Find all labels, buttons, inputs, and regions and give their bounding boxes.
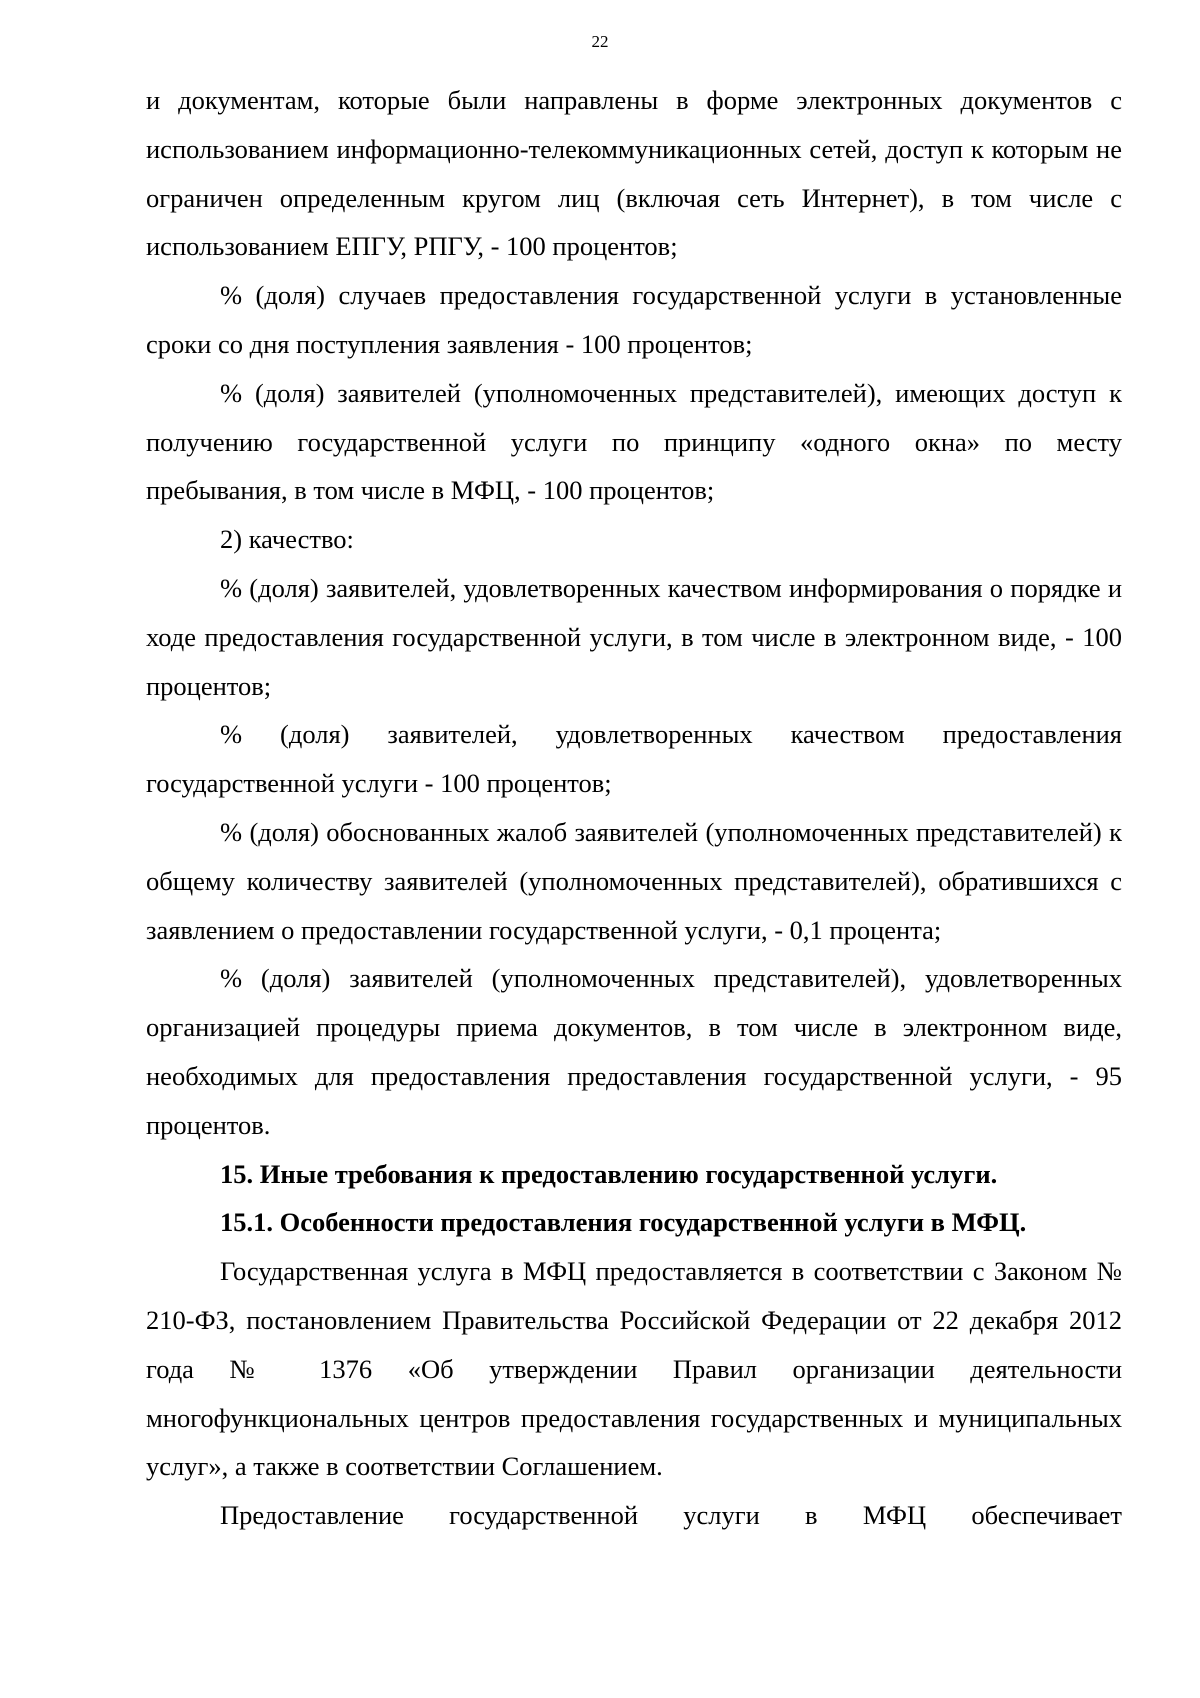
- paragraph-mfc-legal-basis: Государственная услуга в МФЦ предоставляется в соответствии с Законом № 210-ФЗ, постановлением Правительства Российской Федерации от 22 декабря 2012 года № 1376 «Об утверждении Правил организации деятельности многофункциональных центров предоставления государственных и муниципальных услуг», а также в соответствии Соглашением.: [146, 1256, 1122, 1482]
- paragraph-mfc-provision-start: Предоставление государственной услуги в МФЦ обеспечивает: [220, 1500, 1122, 1531]
- paragraph-informing-satisfaction-share: % (доля) заявителей, удовлетворенных качеством информирования о порядке и ходе предоставления государственной услуги, в том числе в электронном виде, - 100 процентов;: [146, 572, 1122, 701]
- paragraph-one-window-access-share: % (доля) заявителей (уполномоченных представителей), имеющих доступ к получению государственной услуги по принципу «одного окна» по месту пребывания, в том числе в МФЦ, - 100 процентов;: [146, 377, 1122, 506]
- section-heading-15: 15. Иные требования к предоставлению государственной услуги.: [220, 1158, 998, 1189]
- paragraph-complaints-share: % (доля) обоснованных жалоб заявителей (уполномоченных представителей) к общему количеству заявителей (уполномоченных представителей), обратившихся с заявлением о предоставлении государственной услуги, - 0,1 процента;: [146, 816, 1122, 945]
- paragraph-electronic-documents-share: и документам, которые были направлены в форме электронных документов с использованием информационно-телекоммуникационных сетей, доступ к которым не ограничен определенным кругом лиц (включая сеть Интернет), в том числе с использованием ЕПГУ, РПГУ, - 100 процентов;: [146, 85, 1122, 262]
- subsection-heading-15-1: 15.1. Особенности предоставления государственной услуги в МФЦ.: [220, 1207, 1027, 1238]
- document-body: [146, 76, 1122, 1540]
- paragraph-quality-item: 2) качество:: [220, 524, 354, 555]
- page-number: 22: [591, 32, 609, 51]
- paragraph-document-acceptance-satisfaction-share: % (доля) заявителей (уполномоченных представителей), удовлетворенных организацией процедуры приема документов, в том числе в электронном виде, необходимых для предоставления предоставления государственной услуги, - 95 процентов.: [146, 963, 1122, 1140]
- paragraph-service-satisfaction-share: % (доля) заявителей, удовлетворенных качеством предоставления государственной услуги - 100 процентов;: [146, 719, 1122, 799]
- paragraph-timely-provision-share: % (доля) случаев предоставления государственной услуги в установленные сроки со дня поступления заявления - 100 процентов;: [146, 280, 1122, 359]
